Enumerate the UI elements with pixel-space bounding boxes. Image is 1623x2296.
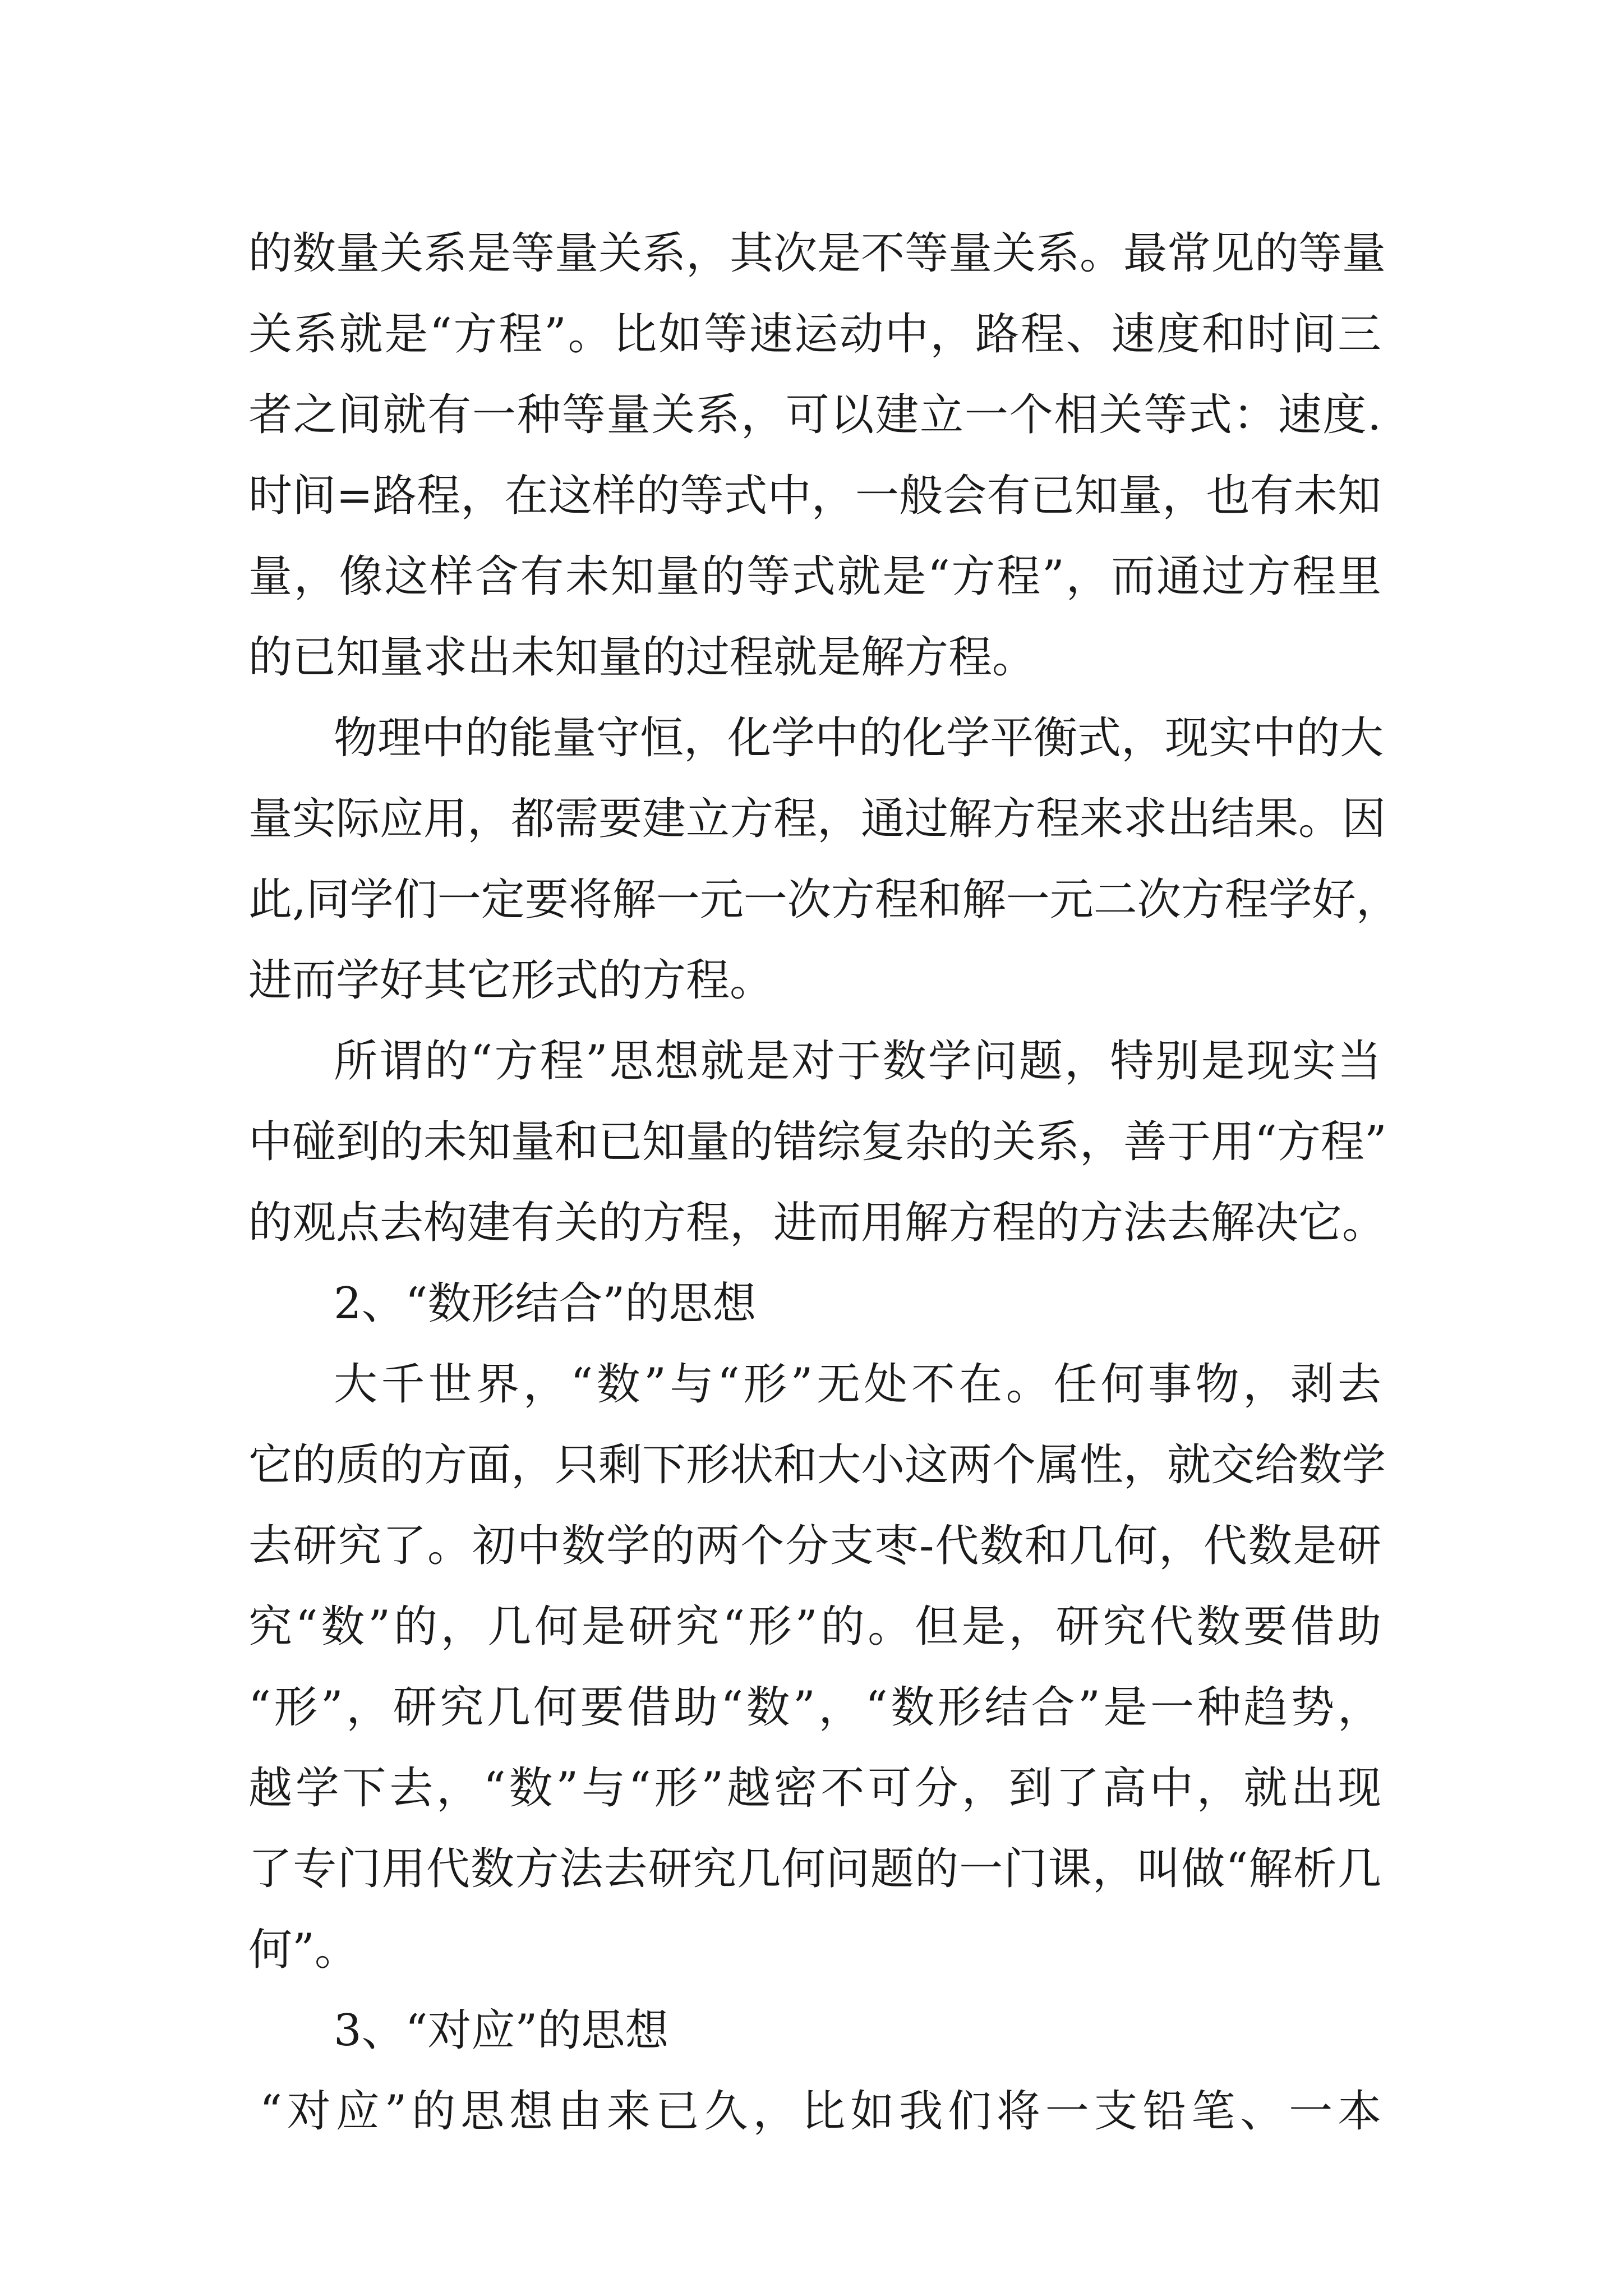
section-heading: 3、“对应”的思想: [334, 2005, 669, 2056]
text-line: 去研究了。初中数学的两个分支枣-代数和几何，代数是研: [248, 1521, 1381, 1571]
text-line: 量实际应用，都需要建立方程，通过解方程来求出结果。因: [248, 794, 1386, 844]
text-line: 的已知量求出未知量的过程就是解方程。: [248, 632, 1036, 683]
paragraph-start-line: “对应”的思想由来已久，比如我们将一支铅笔、一本: [260, 2086, 1381, 2137]
paragraph-start-line: 所谓的“方程”思想就是对于数学问题，特别是现实当: [334, 1036, 1381, 1087]
text-line: 此,同学们一定要将解一元一次方程和解一元二次方程学好，: [248, 875, 1400, 925]
document-body: [248, 213, 1400, 2152]
text-line: 它的质的方面，只剩下形状和大小这两个属性，就交给数学: [248, 1440, 1386, 1490]
text-line: 何”。: [248, 1925, 358, 1975]
text-line: 了专门用代数方法去研究几何问题的一门课，叫做“解析几: [248, 1844, 1381, 1894]
paragraph-start-line: 大千世界，“数”与“形”无处不在。任何事物，剥去: [334, 1359, 1381, 1410]
text-line: “形”，研究几何要借助“数”，“数形结合”是一种趋势，: [248, 1682, 1381, 1733]
paragraph-start-line: 物理中的能量守恒，化学中的化学平衡式，现实中的大: [334, 713, 1384, 763]
section-heading: 2、“数形结合”的思想: [334, 1278, 757, 1329]
text-line: 究“数”的，几何是研究“形”的。但是，研究代数要借助: [248, 1602, 1381, 1652]
text-line: 进而学好其它形式的方程。: [248, 955, 774, 1006]
text-line: 时间=路程，在这样的等式中，一般会有已知量，也有未知: [248, 471, 1381, 521]
text-line: 中碰到的未知量和已知量的错综复杂的关系，善于用“方程”: [248, 1117, 1387, 1167]
text-line: 者之间就有一种等量关系，可以建立一个相关等式：速度.: [248, 390, 1381, 440]
text-line: 量，像这样含有未知量的等式就是“方程”，而通过方程里: [248, 551, 1381, 602]
text-line: 的数量关系是等量关系，其次是不等量关系。最常见的等量: [248, 228, 1386, 279]
text-line: 越学下去，“数”与“形”越密不可分，到了高中，就出现: [248, 1763, 1381, 1814]
text-line: 的观点去构建有关的方程，进而用解方程的方法去解决它。: [248, 1198, 1386, 1248]
text-line: 关系就是“方程”。比如等速运动中，路程、速度和时间三: [248, 309, 1381, 360]
